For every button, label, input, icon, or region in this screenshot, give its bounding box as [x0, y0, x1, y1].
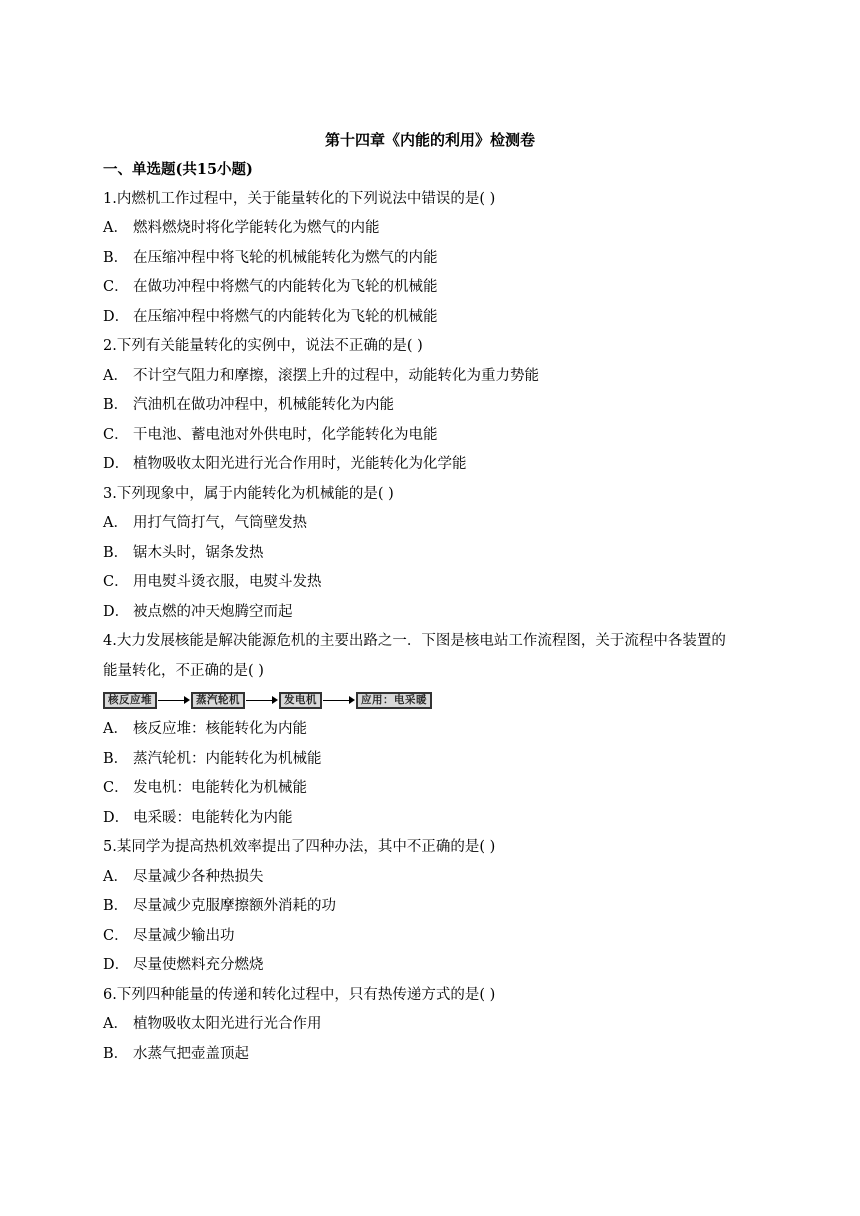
nuclear-plant-flowchart: [103, 690, 432, 710]
flow-box-reactor: 核反应堆: [103, 692, 157, 709]
question-1-option-d: D． 在压缩冲程中将燃气的内能转化为飞轮的机械能: [103, 309, 438, 325]
question-6-option-a: A． 植物吸收太阳光进行光合作用: [103, 1016, 322, 1032]
question-3-option-d: D． 被点燃的冲天炮腾空而起: [103, 604, 293, 620]
question-5-option-a: A． 尽量减少各种热损失: [103, 869, 264, 885]
question-2-option-d: D． 植物吸收太阳光进行光合作用时，光能转化为化学能: [103, 456, 467, 472]
question-1-option-c: C． 在做功冲程中将燃气的内能转化为飞轮的机械能: [103, 279, 438, 295]
question-2-option-b: B． 汽油机在做功冲程中，机械能转化为内能: [103, 397, 394, 413]
question-4-option-b: B． 蒸汽轮机：内能转化为机械能: [103, 751, 322, 767]
question-1-option-a: A． 燃料燃烧时将化学能转化为燃气的内能: [103, 220, 380, 236]
flow-box-generator: 发电机: [279, 692, 322, 709]
question-6-option-b: B． 水蒸气把壶盖顶起: [103, 1046, 249, 1062]
question-2-stem: 2.下列有关能量转化的实例中，说法不正确的是( ): [103, 338, 423, 354]
question-4-stem: 4.大力发展核能是解决能源危机的主要出路之一．下图是核电站工作流程图，关于流程中各装置的: [103, 633, 726, 649]
page-title: 第十四章《内能的利用》检测卷: [324, 131, 535, 149]
flow-box-turbine: 蒸汽轮机: [191, 692, 245, 709]
question-4-stem-cont: 能量转化，不正确的是( ): [103, 663, 264, 679]
question-5-stem: 5.某同学为提高热机效率提出了四种办法，其中不正确的是( ): [103, 839, 496, 855]
question-1-option-b: B． 在压缩冲程中将飞轮的机械能转化为燃气的内能: [103, 250, 438, 266]
question-1-stem: 1.内燃机工作过程中，关于能量转化的下列说法中错误的是( ): [103, 191, 496, 207]
question-2-option-a: A． 不计空气阻力和摩擦，滚摆上升的过程中，动能转化为重力势能: [103, 368, 539, 384]
question-4-option-d: D． 电采暖：电能转化为内能: [103, 810, 293, 826]
section-heading: 一、单选题(共15小题): [103, 161, 253, 178]
flow-box-application: 应用：电采暖: [356, 692, 432, 709]
question-5-option-b: B． 尽量减少克服摩擦额外消耗的功: [103, 898, 336, 914]
flow-arrow-icon: [322, 693, 356, 707]
question-4-option-c: C． 发电机：电能转化为机械能: [103, 780, 307, 796]
flow-arrow-icon: [245, 693, 279, 707]
question-4-option-a: A． 核反应堆：核能转化为内能: [103, 721, 307, 737]
question-3-option-b: B． 锯木头时，锯条发热: [103, 545, 264, 561]
question-3-stem: 3.下列现象中，属于内能转化为机械能的是( ): [103, 486, 394, 502]
question-3-option-a: A． 用打气筒打气，气筒壁发热: [103, 515, 307, 531]
question-5-option-c: C． 尽量减少输出功: [103, 928, 235, 944]
flow-arrow-icon: [157, 693, 191, 707]
question-3-option-c: C． 用电熨斗烫衣服，电熨斗发热: [103, 574, 322, 590]
question-2-option-c: C． 干电池、蓄电池对外供电时，化学能转化为电能: [103, 427, 438, 443]
question-5-option-d: D． 尽量使燃料充分燃烧: [103, 957, 264, 973]
question-6-stem: 6.下列四种能量的传递和转化过程中，只有热传递方式的是( ): [103, 987, 496, 1003]
